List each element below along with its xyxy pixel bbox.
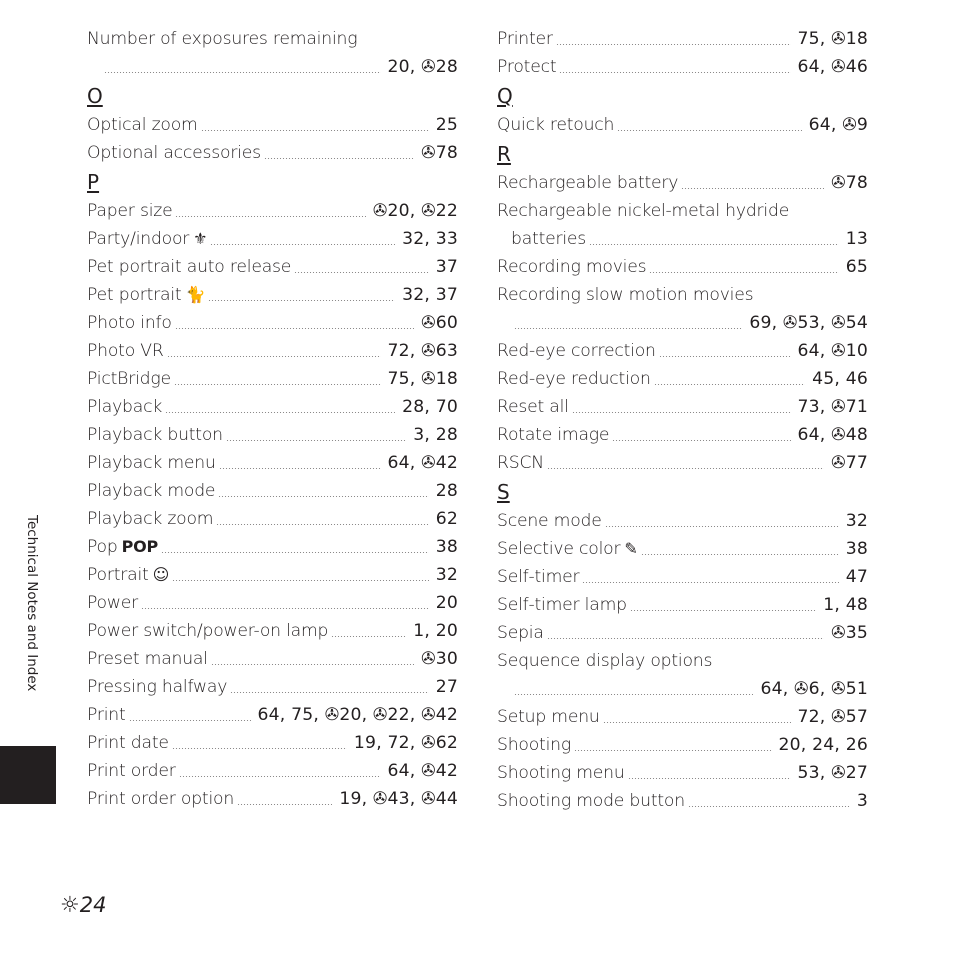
index-entry [497,591,868,619]
leader-dots [237,804,332,805]
leader-dots [630,610,816,611]
index-entry-pages: 73, ✇71 [797,397,868,417]
index-entry-pages: 19, ✇43, ✇44 [339,789,458,809]
index-entry [87,617,458,645]
leader-dots [572,412,791,413]
index-entry [497,169,868,197]
index-entry-pages: 27 [435,677,458,697]
index-entry [497,337,868,365]
index-entry-term: Protect [497,57,557,77]
index-entry-pages: 20 [435,593,458,613]
index-entry-pages: ✇30 [421,649,458,669]
index-entry-term: Printer [497,29,553,49]
index-entry-term: Red-eye reduction [497,369,651,389]
index-letter-heading: Q [497,84,513,108]
technical-notes-icon: ☼ [60,893,80,918]
index-entry-term: batteries [511,229,587,249]
leader-dots [514,694,753,695]
index-entry-pages: 45, 46 [812,369,868,389]
index-entry [87,757,458,785]
index-entry-pages: 38 [845,539,868,559]
index-entry-pages: 64, 75, ✇20, ✇22, ✇42 [257,705,458,725]
index-entry-term: Print order [87,761,176,781]
index-entry-term: Playback mode [87,481,216,501]
index-entry [87,225,458,253]
index-entry-pages: 75, ✇18 [387,369,458,389]
index-entry-pages: 25 [435,115,458,135]
index-column-left [87,25,458,813]
index-entry-term: Pet portrait auto release [87,257,292,277]
index-entry-term: Sepia [497,623,544,643]
index-entry-pages: 72, ✇63 [387,341,458,361]
index-entry [497,535,868,563]
index-entry-pages: 64, ✇42 [387,453,458,473]
leader-dots [641,554,839,555]
index-entry [497,675,868,703]
leader-dots [175,216,365,217]
leader-dots [179,776,381,777]
index-entry-pages: 32, 37 [402,285,458,305]
index-entry [87,505,458,533]
index-entry [497,787,868,815]
leader-dots [681,188,824,189]
index-entry-term: Shooting mode button [497,791,685,811]
index-entry [497,731,868,759]
index-entry [497,563,868,591]
leader-dots [141,608,429,609]
index-entry-term: Scene mode [497,511,602,531]
index-entry [87,281,458,309]
index-entry-term: PictBridge [87,369,171,389]
index-letter-heading: R [497,142,511,166]
selective-color-icon: ✎ [624,539,638,558]
leader-dots [559,72,790,73]
leader-dots [174,384,381,385]
page-number-value: 24 [79,893,107,917]
index-entry-pages: 37 [435,257,458,277]
index-entry-pages: 32, 33 [402,229,458,249]
leader-dots [230,692,429,693]
index-entry-term: Rechargeable nickel-metal hydride [497,201,790,221]
index-entry-pages: 3 [856,791,868,811]
index-entry-pages: 62 [435,509,458,529]
index-entry-pages: 64, ✇6, ✇51 [760,679,868,699]
index-letter-heading: S [497,480,510,504]
index-entry-term: RSCN [497,453,544,473]
leader-dots [659,356,791,357]
index-entry [87,785,458,813]
index-column-right [497,25,868,815]
index-entry-term: Power [87,593,138,613]
portrait-icon: ☺ [152,565,170,584]
index-entry-term: Sequence display options [497,651,713,671]
leader-dots [264,158,414,159]
index-entry-term: Recording movies [497,257,647,277]
index-entry [87,589,458,617]
index-entry [497,253,868,281]
index-entry-pages: 72, ✇57 [797,707,868,727]
leader-dots [218,496,428,497]
index-entry-term: Rotate image [497,425,610,445]
index-entry-pages: ✇78 [421,143,458,163]
leader-dots [617,130,801,131]
leader-dots [556,44,791,45]
index-entry-term: Power switch/power-on lamp [87,621,329,641]
index-entry [87,393,458,421]
leader-dots [514,328,742,329]
index-entry-term: Self-timer [497,567,580,587]
index-entry-pages: ✇20, ✇22 [372,201,458,221]
index-entry [87,197,458,225]
index-entry-pages: 13 [845,229,868,249]
index-entry-pages: ✇35 [831,623,868,643]
index-entry [87,533,458,561]
index-entry [87,337,458,365]
index-entry-term: Selective color [497,539,621,559]
index-entry-term: Pressing halfway [87,677,228,697]
index-entry [497,393,868,421]
leader-dots [167,356,381,357]
index-entry [497,25,868,53]
index-entry [497,53,868,81]
leader-dots [201,130,429,131]
leader-dots [210,244,395,245]
leader-dots [331,636,406,637]
leader-dots [574,750,772,751]
index-entry-term: Optical zoom [87,115,198,135]
index-entry-term: Print order option [87,789,235,809]
side-tab-marker [0,746,56,804]
pet-portrait-icon: 🐈 [185,285,206,304]
index-entry-term: Playback [87,397,163,417]
index-entry-pages: 3, 28 [413,425,458,445]
leader-dots [175,328,414,329]
index-entry [87,645,458,673]
leader-dots [211,664,414,665]
index-entry-pages: 64, ✇9 [808,115,868,135]
index-entry-term: Pop [87,537,118,557]
index-entry-term: Print date [87,733,169,753]
index-entry-pages: 53, ✇27 [797,763,868,783]
index-entry [87,365,458,393]
index-entry-pages: 19, 72, ✇62 [353,733,458,753]
leader-dots [172,580,429,581]
index-entry-pages: 28, 70 [402,397,458,417]
leader-dots [219,468,381,469]
index-entry-pages: ✇77 [831,453,868,473]
index-entry-term: Portrait [87,565,149,585]
index-entry-pages: 64, ✇10 [797,341,868,361]
index-entry-term: Photo VR [87,341,164,361]
index-entry-pages: 47 [845,567,868,587]
index-entry [497,111,868,139]
party-indoor-icon: ⚜ [193,229,208,248]
index-entry-pages: 75, ✇18 [797,29,868,49]
leader-dots [582,582,838,583]
leader-dots [547,468,824,469]
index-entry [87,253,458,281]
index-entry-term: Print [87,705,126,725]
index-entry-pages: 64, ✇46 [797,57,868,77]
index-entry-pages: 65 [845,257,868,277]
index-entry-pages: 64, ✇48 [797,425,868,445]
leader-dots [172,748,347,749]
index-entry-pages: 20, 24, 26 [778,735,868,755]
index-entry-term: Shooting menu [497,763,625,783]
index-entry [87,729,458,757]
index-entry-pages: 69, ✇53, ✇54 [749,313,868,333]
index-entry [497,449,868,477]
page-number [60,893,106,918]
index-entry [87,111,458,139]
index-entry [497,619,868,647]
index-entry-term: Setup menu [497,707,600,727]
index-entry-pages: 32 [845,511,868,531]
index-entry-term: Preset manual [87,649,208,669]
index-entry [87,561,458,589]
index-entry-term: Recording slow motion movies [497,285,754,305]
index-entry [87,53,458,81]
index-entry [497,507,868,535]
index-entry-term: Party/indoor [87,229,190,249]
index-entry-pages: 20, ✇28 [387,57,458,77]
index-letter-heading: O [87,84,103,108]
index-entry [87,309,458,337]
index-entry-pages: 1, 48 [823,595,868,615]
index-entry-pages: 28 [435,481,458,501]
index-entry [497,365,868,393]
leader-dots [589,244,839,245]
leader-dots [208,300,395,301]
index-entry [497,225,868,253]
leader-dots [603,722,791,723]
leader-dots [628,778,791,779]
index-entry-term: Playback menu [87,453,216,473]
index-entry [87,139,458,167]
index-entry [87,449,458,477]
leader-dots [161,552,429,553]
index-entry-term: Reset all [497,397,569,417]
index-entry-term: Playback zoom [87,509,214,529]
index-entry [497,421,868,449]
index-entry-term: Red-eye correction [497,341,656,361]
leader-dots [547,638,824,639]
index-entry-pages: 32 [435,565,458,585]
pop-icon: POP [121,537,159,556]
leader-dots [688,806,850,807]
leader-dots [294,272,429,273]
index-entry-term: Rechargeable battery [497,173,679,193]
leader-dots [649,272,838,273]
index-entry [87,673,458,701]
index-entry-term: Quick retouch [497,115,615,135]
index-entry-term: Optional accessories [87,143,261,163]
leader-dots [226,440,406,441]
index-entry [87,701,458,729]
index-entry-pages: ✇78 [831,173,868,193]
index-entry-pages: ✇60 [421,313,458,333]
index-entry-term: Self-timer lamp [497,595,627,615]
leader-dots [129,720,251,721]
index-entry [87,421,458,449]
index-entry-term: Number of exposures remaining [87,29,358,49]
index-entry-pages: 64, ✇42 [387,761,458,781]
index-entry-term: Playback button [87,425,223,445]
leader-dots [605,526,839,527]
leader-dots [165,412,395,413]
index-entry-pages: 1, 20 [413,621,458,641]
index-entry-term: Photo info [87,313,172,333]
leader-dots [654,384,805,385]
leader-dots [612,440,790,441]
index-entry [497,759,868,787]
index-entry-term: Paper size [87,201,173,221]
index-letter-heading: P [87,170,100,194]
index-entry [87,477,458,505]
index-entry-term: Pet portrait [87,285,182,305]
index-entry-term: Shooting [497,735,571,755]
index-entry [497,703,868,731]
side-tab-label: Technical Notes and Index [24,515,40,692]
leader-dots [216,524,428,525]
index-entry-pages: 38 [435,537,458,557]
index-entry [497,309,868,337]
leader-dots [104,72,381,73]
